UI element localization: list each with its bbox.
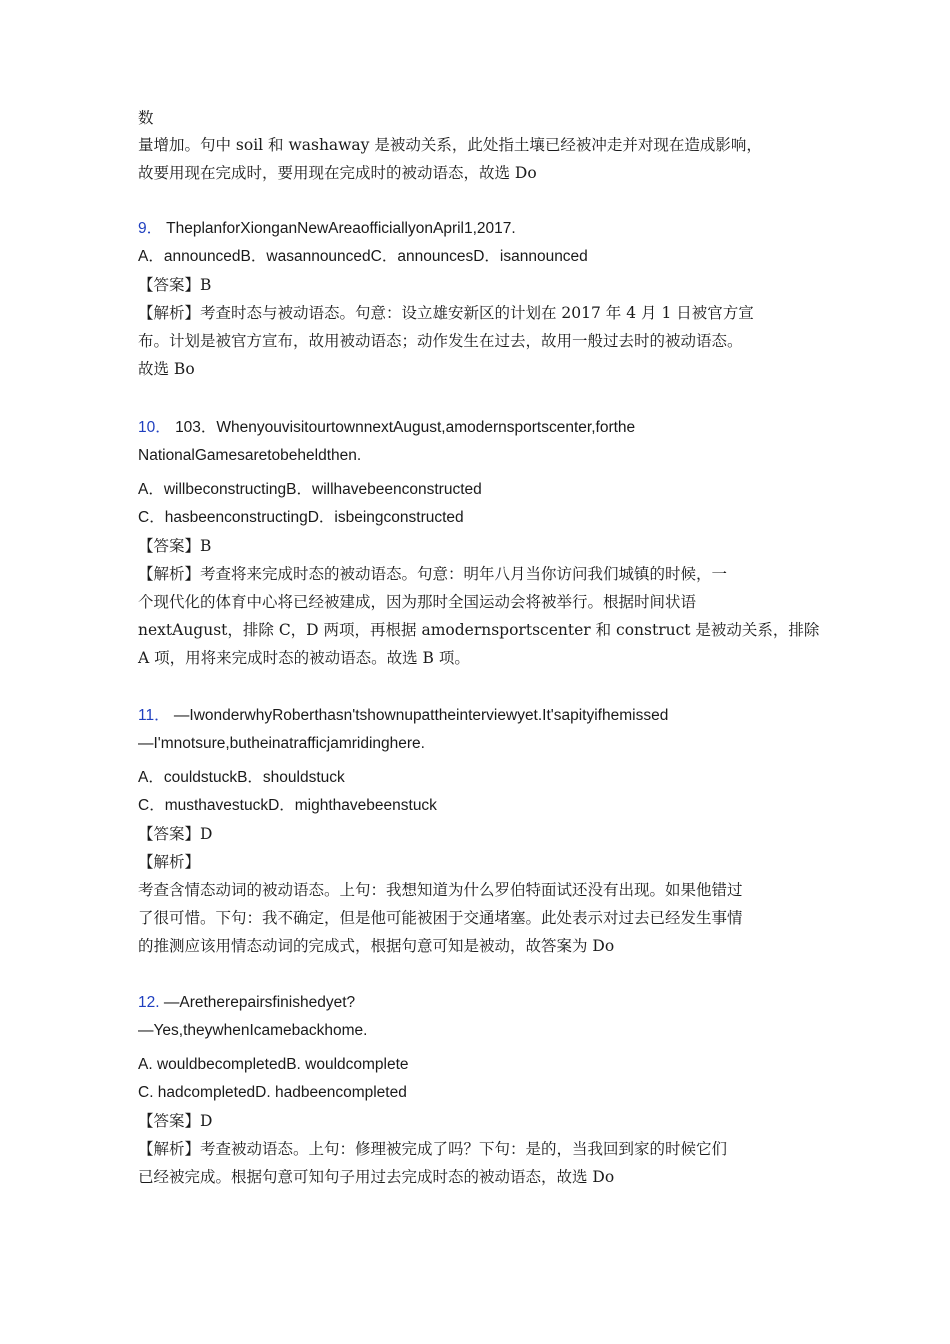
question-10-option-line: A．willbeconstructingB．willhavebeenconstructed (138, 481, 482, 498)
question-11-option-line: A．couldstuckB．shouldstuck (138, 769, 345, 786)
question-10-answer: 【答案】B (138, 537, 212, 555)
question-9-answer: 【答案】B (138, 276, 212, 294)
question-stem: —IwonderwhyRoberthasn'tshownupattheinterviewyet.It'sapityifhemissed (173, 707, 669, 724)
question-11-analysis-label: 【解析】 (138, 853, 201, 871)
question-10-stem-line-2: NationalGamesaretobeheldthen. (138, 447, 362, 464)
question-10-analysis-line: 个现代化的体育中心将已经被建成，因为那时全国运动会将被举行。根据时间状语 (138, 593, 697, 611)
question-9-analysis-line: 布。计划是被官方宣布，故用被动语态；动作发生在过去，故用一般过去时的被动语态。 (138, 332, 743, 350)
question-9-stem-line (138, 219, 516, 239)
question-11-analysis-line: 的推测应该用情态动词的完成式，根据句意可知是被动，故答案为 Do (138, 937, 615, 955)
question-12-stem-line-2: —Yes,theywhenIcamebackhome. (138, 1022, 368, 1039)
question-number: 11． (138, 707, 170, 724)
question-stem: 103．WhenyouvisitourtownnextAugust,amodernsportscenter,forthe (175, 419, 636, 436)
question-11-answer: 【答案】D (138, 825, 213, 843)
question-12-option-line: C. hadcompletedD. hadbeencompleted (138, 1084, 407, 1101)
question-12-stem-line (138, 993, 355, 1013)
question-11-stem-line (138, 706, 668, 726)
question-11-option-line: C．musthavestuckD．mighthavebeenstuck (138, 797, 437, 814)
question-12-option-line: A. wouldbecompletedB. wouldcomplete (138, 1056, 409, 1073)
question-10-option-line: C．hasbeenconstructingD．isbeingconstructed (138, 509, 464, 526)
question-12-answer: 【答案】D (138, 1112, 213, 1130)
question-12-analysis-line: 【解析】考查被动语态。上句：修理被完成了吗？下句：是的，当我回到家的时候它们 (138, 1140, 728, 1158)
question-11-analysis-line: 了很可惜。下句：我不确定，但是他可能被困于交通堵塞。此处表示对过去已经发生事情 (138, 909, 743, 927)
question-9-options: A．announcedB．wasannouncedC．announcesD．isannounced (138, 248, 588, 265)
fragment-line: 数 (138, 109, 154, 127)
question-10-analysis-line: A 项，用将来完成时态的被动语态。故选 B 项。 (138, 649, 470, 667)
question-9-analysis-line: 【解析】考查时态与被动语态。句意：设立雄安新区的计划在 2017 年 4 月 1 日被官方宣 (138, 304, 754, 322)
fragment-line: 量增加。句中 soil 和 washaway 是被动关系，此处指土壤已经被冲走并对现在造成影响， (138, 136, 762, 154)
question-12-analysis-line: 已经被完成。根据句意可知句子用过去完成时态的被动语态，故选 Do (138, 1168, 615, 1186)
question-stem: —Aretherepairsfinishedyet? (163, 994, 356, 1011)
question-stem: TheplanforXionganNewAreaofficiallyonApril1,2017. (166, 220, 516, 237)
question-10-analysis-line: 【解析】考查将来完成时态的被动语态。句意：明年八月当你访问我们城镇的时候，一 (138, 565, 728, 583)
question-number: 9． (138, 220, 163, 237)
question-number: 12. (138, 994, 160, 1011)
question-11-analysis-line: 考查含情态动词的被动语态。上句：我想知道为什么罗伯特面试还没有出现。如果他错过 (138, 881, 743, 899)
question-number: 10． (138, 419, 171, 436)
question-10-stem-line (138, 418, 635, 438)
fragment-line: 故要用现在完成时，要用现在完成时的被动语态，故选 Do (138, 164, 537, 182)
question-11-stem-line-2: —I'mnotsure,butheinatrafficjamridinghere. (138, 735, 425, 752)
question-10-analysis-line: nextAugust，排除 C，D 两项，再根据 amodernsportscenter 和 construct 是被动关系，排除 (138, 621, 820, 639)
question-9-analysis-line: 故选 Bo (138, 360, 195, 378)
